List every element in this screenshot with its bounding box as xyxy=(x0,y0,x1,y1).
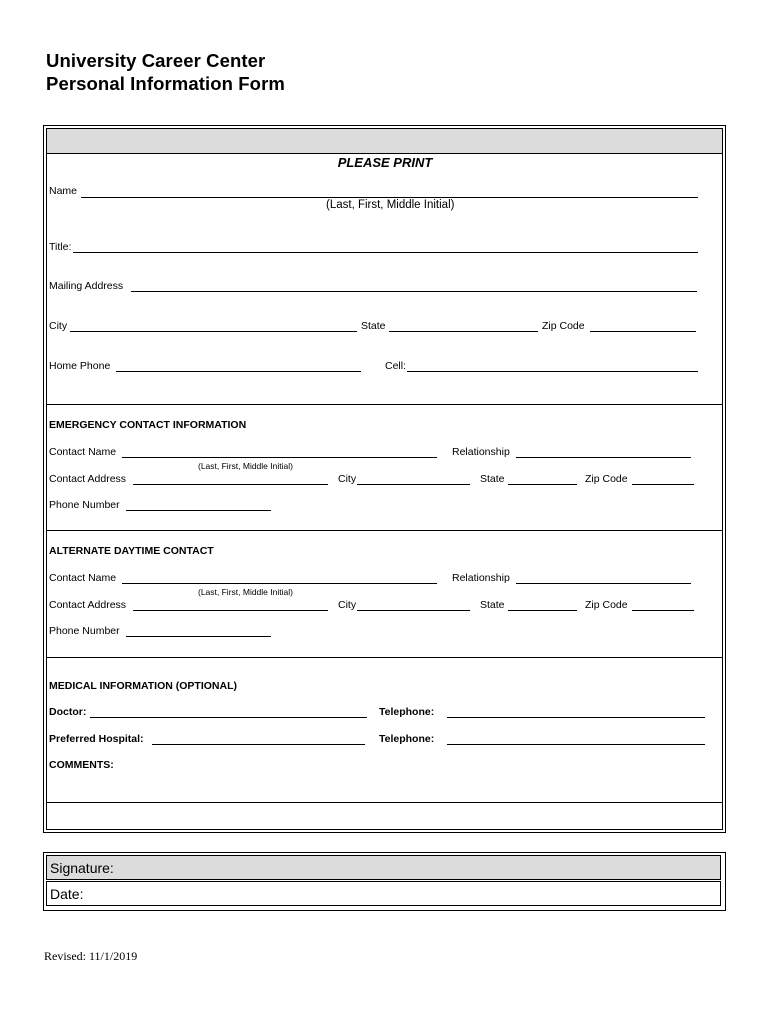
city-label: City xyxy=(49,320,68,332)
zip-label: Zip Code xyxy=(542,320,585,332)
doctor-telephone-label: Telephone: xyxy=(379,706,435,718)
emergency-city-field[interactable] xyxy=(357,484,470,485)
alternate-zip-field[interactable] xyxy=(632,610,694,611)
revised-date: Revised: 11/1/2019 xyxy=(44,949,138,963)
emergency-name-hint: (Last, First, Middle Initial) xyxy=(198,461,293,471)
emergency-zip-field[interactable] xyxy=(632,484,694,485)
alternate-zip-label: Zip Code xyxy=(585,599,628,611)
signature-label: Signature: xyxy=(50,860,114,876)
name-field[interactable] xyxy=(81,197,698,198)
alternate-relationship-label: Relationship xyxy=(452,572,510,584)
doctor-telephone-field[interactable] xyxy=(447,717,705,718)
alternate-phone-label: Phone Number xyxy=(49,625,120,637)
state-field[interactable] xyxy=(389,331,538,332)
doctor-label: Doctor: xyxy=(49,706,87,718)
alternate-heading: ALTERNATE DAYTIME CONTACT xyxy=(49,545,214,557)
emergency-contact-name-field[interactable] xyxy=(122,457,437,458)
emergency-contact-name-label: Contact Name xyxy=(49,446,117,458)
hospital-telephone-label: Telephone: xyxy=(379,733,435,745)
zip-field[interactable] xyxy=(590,331,696,332)
doctor-field[interactable] xyxy=(90,717,367,718)
emergency-relationship-label: Relationship xyxy=(452,446,510,458)
mailing-address-field[interactable] xyxy=(131,291,697,292)
emergency-state-label: State xyxy=(480,473,505,485)
date-row[interactable] xyxy=(46,881,721,906)
city-field[interactable] xyxy=(70,331,357,332)
hospital-telephone-field[interactable] xyxy=(447,744,705,745)
alternate-phone-field[interactable] xyxy=(126,636,271,637)
cell-label: Cell: xyxy=(385,360,407,372)
hospital-label: Preferred Hospital: xyxy=(49,733,144,745)
title-field[interactable] xyxy=(73,252,698,253)
emergency-phone-label: Phone Number xyxy=(49,499,120,511)
emergency-contact-address-label: Contact Address xyxy=(49,473,127,485)
alternate-contact-address-label: Contact Address xyxy=(49,599,127,611)
name-hint: (Last, First, Middle Initial) xyxy=(326,199,455,211)
medical-heading: MEDICAL INFORMATION (OPTIONAL) xyxy=(49,680,238,692)
emergency-phone-field[interactable] xyxy=(126,510,271,511)
hospital-field[interactable] xyxy=(152,744,365,745)
section-divider xyxy=(47,802,722,803)
section-divider xyxy=(47,530,722,531)
alternate-state-label: State xyxy=(480,599,505,611)
alternate-contact-address-field[interactable] xyxy=(133,610,328,611)
alternate-city-label: City xyxy=(338,599,357,611)
section-divider xyxy=(47,657,722,658)
emergency-heading: EMERGENCY CONTACT INFORMATION xyxy=(49,419,247,431)
form-header-band xyxy=(47,129,722,154)
home-phone-label: Home Phone xyxy=(49,360,111,372)
emergency-relationship-field[interactable] xyxy=(516,457,691,458)
title-label: Title: xyxy=(49,241,72,253)
emergency-contact-address-field[interactable] xyxy=(133,484,328,485)
please-print-heading: PLEASE PRINT xyxy=(337,155,433,170)
alternate-contact-name-label: Contact Name xyxy=(49,572,117,584)
cell-field[interactable] xyxy=(407,371,698,372)
form-title-line2: Personal Information Form xyxy=(46,73,285,94)
comments-label: COMMENTS: xyxy=(49,759,114,771)
state-label: State xyxy=(361,320,386,332)
form-title-line1: University Career Center xyxy=(46,50,266,71)
alternate-city-field[interactable] xyxy=(357,610,470,611)
alternate-relationship-field[interactable] xyxy=(516,583,691,584)
home-phone-field[interactable] xyxy=(116,371,361,372)
date-label: Date: xyxy=(50,886,84,902)
alternate-contact-name-field[interactable] xyxy=(122,583,437,584)
comments-field[interactable] xyxy=(47,775,722,802)
mailing-address-label: Mailing Address xyxy=(49,280,124,292)
emergency-zip-label: Zip Code xyxy=(585,473,628,485)
name-label: Name xyxy=(49,185,78,197)
emergency-state-field[interactable] xyxy=(508,484,577,485)
emergency-city-label: City xyxy=(338,473,357,485)
section-divider xyxy=(47,404,722,405)
alternate-name-hint: (Last, First, Middle Initial) xyxy=(198,587,293,597)
alternate-state-field[interactable] xyxy=(508,610,577,611)
signature-row[interactable] xyxy=(46,855,721,880)
